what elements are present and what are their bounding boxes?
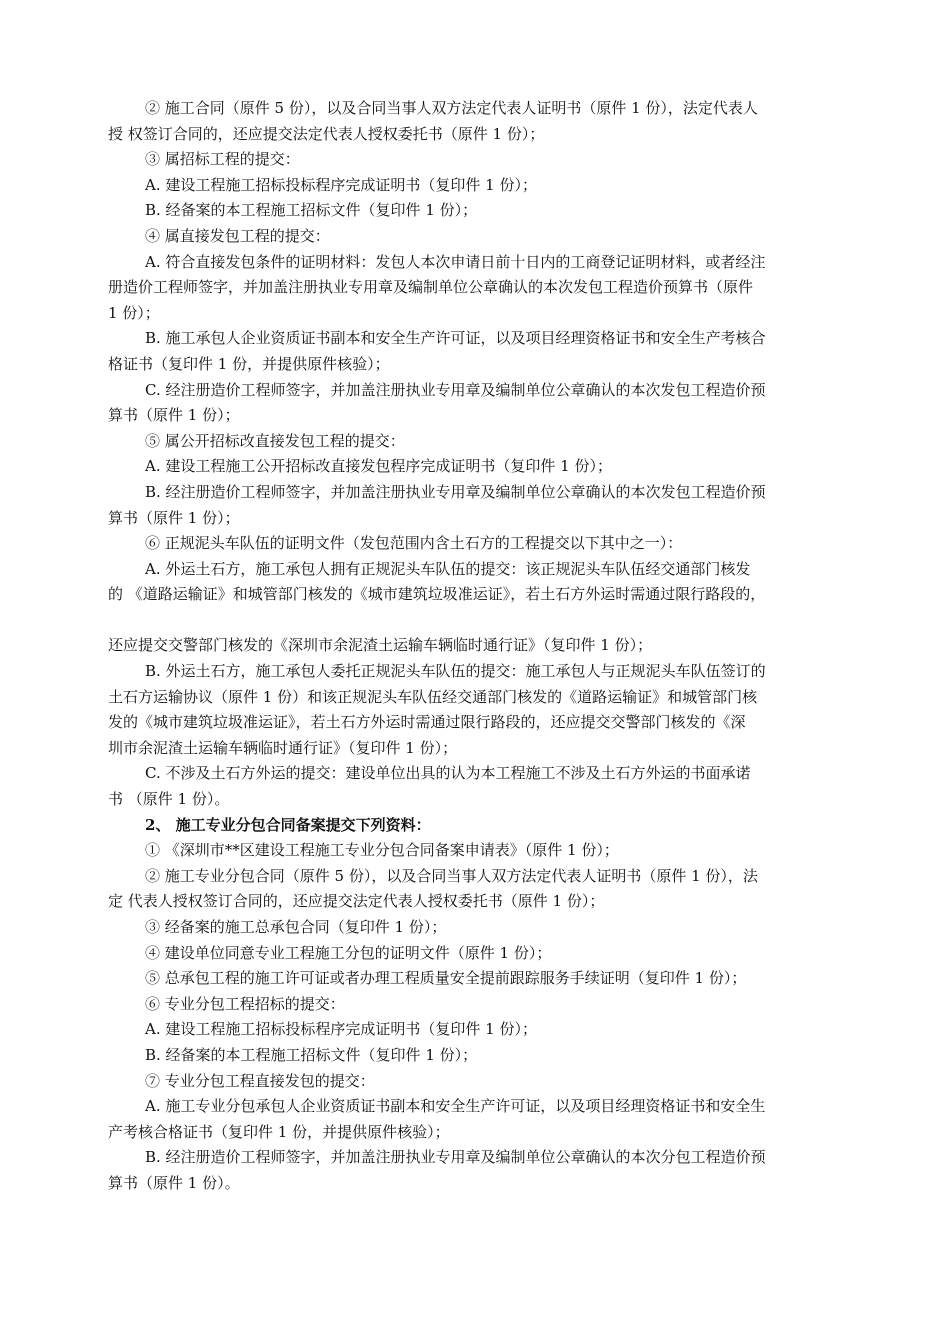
text-line: ⑦ 专业分包工程直接发包的提交： — [145, 1071, 375, 1090]
text-line: ② 施工专业分包合同（原件 5 份），以及合同当事人双方法定代表人证明书（原件 1 份），法 — [145, 866, 758, 885]
text-line: ③ 属招标工程的提交： — [145, 150, 300, 169]
text-line: B. 经备案的本工程施工招标文件（复印件 1 份）； — [145, 201, 478, 220]
text-line — [108, 608, 856, 634]
text-line: ⑥ 专业分包工程招标的提交： — [145, 994, 345, 1013]
text-line: B. 施工承包人企业资质证书副本和安全生产许可证，以及项目经理资格证书和安全生产考核合 — [145, 329, 766, 348]
text-line: 书 （原件 1 份）。 — [108, 790, 230, 809]
text-line: C. 不涉及土石方外运的提交：建设单位出具的认为本工程施工不涉及土石方外运的书面承诺 — [145, 764, 751, 783]
text-line: 1 份）； — [108, 303, 160, 322]
text-line: ④ 属直接发包工程的提交： — [145, 226, 330, 245]
text-line: A. 建设工程施工公开招标改直接发包程序完成证明书（复印件 1 份）； — [145, 457, 612, 476]
text-line: 格证书（复印件 1 份，并提供原件核验）； — [108, 354, 390, 373]
text-line: A. 施工专业分包承包人企业资质证书副本和安全生产许可证，以及项目经理资格证书和安全生 — [145, 1097, 766, 1116]
text-line: B. 经备案的本工程施工招标文件（复印件 1 份）； — [145, 1045, 478, 1064]
text-line: A. 外运土石方，施工承包人拥有正规泥头车队伍的提交：该正规泥头车队伍经交通部门核发 — [145, 559, 751, 578]
text-line: B. 外运土石方，施工承包人委托正规泥头车队伍的提交：施工承包人与正规泥头车队伍签订的 — [145, 662, 766, 681]
text-line: ① 《深圳市**区建设工程施工专业分包合同备案申请表》（原件 1 份）； — [145, 841, 619, 860]
text-line: B. 经注册造价工程师签字，并加盖注册执业专用章及编制单位公章确认的本次分包工程造价预 — [145, 1148, 766, 1167]
text-line: A. 建设工程施工招标投标程序完成证明书（复印件 1 份）； — [145, 175, 537, 194]
text-line: ④ 建设单位同意专业工程施工分包的证明文件（原件 1 份）； — [145, 943, 552, 962]
text-line: 的 《道路运输证》和城管部门核发的《城市建筑垃圾准运证》，若土石方外运时需通过限行路段的， — [108, 585, 766, 604]
text-line: ⑥ 正规泥头车队伍的证明文件（发包范围内含土石方的工程提交以下其中之一）： — [145, 534, 683, 553]
text-line: 算书（原件 1 份）； — [108, 406, 240, 425]
section-heading: 2、 施工专业分包合同备案提交下列资料： — [145, 815, 431, 834]
text-line: 授 权签订合同的，还应提交法定代表人授权委托书（原件 1 份）； — [108, 124, 545, 143]
text-line: ② 施工合同（原件 5 份），以及合同当事人双方法定代表人证明书（原件 1 份），法定代表人 — [145, 99, 758, 117]
text-line: 圳市余泥渣土运输车辆临时通行证》（复印件 1 份）； — [108, 738, 458, 757]
text-line: ⑤ 属公开招标改直接发包工程的提交： — [145, 431, 405, 450]
text-line: ⑤ 总承包工程的施工许可证或者办理工程质量安全提前跟踪服务手续证明（复印件 1 份）； — [145, 969, 747, 988]
text-line: C. 经注册造价工程师签字，并加盖注册执业专用章及编制单位公章确认的本次发包工程造价预 — [145, 380, 766, 399]
text-line: 产考核合格证书（复印件 1 份，并提供原件核验）； — [108, 1122, 450, 1141]
text-line: B. 经注册造价工程师签字，并加盖注册执业专用章及编制单位公章确认的本次发包工程造价预 — [145, 482, 766, 501]
text-line: 发的《城市建筑垃圾准运证》，若土石方外运时需通过限行路段的，还应提交交警部门核发的《深 — [108, 713, 746, 732]
text-line: 算书（原件 1 份）； — [108, 508, 240, 527]
text-line: 册造价工程师签字，并加盖注册执业专用章及编制单位公章确认的本次发包工程造价预算书（原件 — [108, 278, 754, 297]
text-line: 定 代表人授权签订合同的，还应提交法定代表人授权委托书（原件 1 份）； — [108, 892, 605, 911]
document-page — [108, 96, 856, 1197]
text-line: 还应提交交警部门核发的《深圳市余泥渣土运输车辆临时通行证》（复印件 1 份）； — [108, 636, 653, 655]
text-line: A. 符合直接发包条件的证明材料：发包人本次申请日前十日内的工商登记证明材料，或者经注 — [145, 252, 766, 271]
text-line: 土石方运输协议（原件 1 份）和该正规泥头车队伍经交通部门核发的《道路运输证》和城管部门核 — [108, 687, 758, 706]
text-line: A. 建设工程施工招标投标程序完成证明书（复印件 1 份）； — [145, 1020, 537, 1039]
text-line: ③ 经备案的施工总承包合同（复印件 1 份）； — [145, 918, 447, 936]
text-line: 算书（原件 1 份）。 — [108, 1173, 240, 1192]
